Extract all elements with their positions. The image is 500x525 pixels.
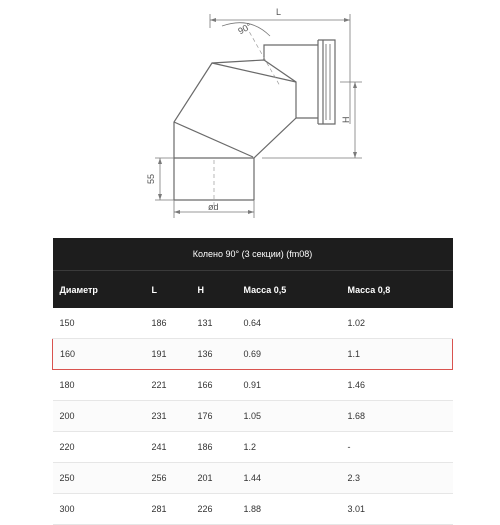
cell-mass-08: 1.1	[341, 339, 453, 370]
table-row	[53, 494, 453, 525]
middle-section	[174, 60, 296, 158]
header-L: L	[145, 271, 191, 309]
elbow-outline	[174, 40, 335, 200]
cell-mass-05: 0.69	[237, 339, 341, 370]
cell-mass-08: 1.46	[341, 370, 453, 401]
dim-55-line	[155, 158, 174, 200]
cell-mass-05: 0.64	[237, 308, 341, 339]
cell-mass-05: 1.88	[237, 494, 341, 525]
table-row	[53, 463, 453, 494]
cell-L: 241	[145, 432, 191, 463]
label-55: 55	[146, 173, 156, 184]
cell-diameter: 300	[53, 494, 145, 525]
joint-line-lower	[174, 122, 253, 157]
header-diameter: Диаметр	[53, 271, 145, 309]
table-row	[53, 370, 453, 401]
cell-mass-08: 1.68	[341, 401, 453, 432]
label-d: ød	[208, 202, 219, 212]
cell-H: 131	[191, 308, 237, 339]
dim-L-line	[210, 14, 350, 124]
angle-ray	[246, 26, 280, 86]
cell-H: 136	[191, 339, 237, 370]
cell-mass-05: 0.91	[237, 370, 341, 401]
cell-mass-05: 1.44	[237, 463, 341, 494]
table-row-highlighted	[53, 339, 453, 370]
center-lines	[214, 26, 280, 210]
bottom-section	[174, 158, 254, 200]
joint-line-upper	[212, 63, 296, 82]
cell-H: 201	[191, 463, 237, 494]
cell-L: 231	[145, 401, 191, 432]
table-title-row	[53, 238, 453, 271]
cell-H: 226	[191, 494, 237, 525]
cell-diameter: 180	[53, 370, 145, 401]
table-row	[53, 308, 453, 339]
cell-L: 281	[145, 494, 191, 525]
top-section	[264, 45, 318, 118]
socket-ribs	[326, 44, 330, 120]
spec-table	[52, 238, 453, 525]
dimension-arrows	[158, 18, 357, 214]
cell-H: 176	[191, 401, 237, 432]
cell-diameter: 250	[53, 463, 145, 494]
cell-H: 166	[191, 370, 237, 401]
header-H: H	[191, 271, 237, 309]
cell-diameter: 160	[53, 339, 145, 370]
label-H: H	[341, 116, 351, 123]
cell-L: 256	[145, 463, 191, 494]
cell-mass-08: 2.3	[341, 463, 453, 494]
cell-L: 191	[145, 339, 191, 370]
cell-L: 221	[145, 370, 191, 401]
table-title: Колено 90° (3 секции) (fm08)	[53, 238, 453, 271]
header-mass-08: Масса 0,8	[341, 271, 453, 309]
cell-mass-05: 1.05	[237, 401, 341, 432]
table-row	[53, 401, 453, 432]
dimension-lines	[155, 14, 362, 218]
cell-diameter: 200	[53, 401, 145, 432]
cell-L: 186	[145, 308, 191, 339]
cell-mass-05: 1.2	[237, 432, 341, 463]
cell-mass-08: 1.02	[341, 308, 453, 339]
table-header-row	[53, 271, 453, 309]
elbow-drawing	[0, 0, 500, 232]
label-L: L	[276, 7, 282, 17]
cell-diameter: 150	[53, 308, 145, 339]
header-mass-05: Масса 0,5	[237, 271, 341, 309]
table-row	[53, 432, 453, 463]
cell-mass-08: 3.01	[341, 494, 453, 525]
label-angle: 90°	[236, 21, 254, 37]
cell-mass-08: -	[341, 432, 453, 463]
cell-H: 186	[191, 432, 237, 463]
cell-diameter: 220	[53, 432, 145, 463]
